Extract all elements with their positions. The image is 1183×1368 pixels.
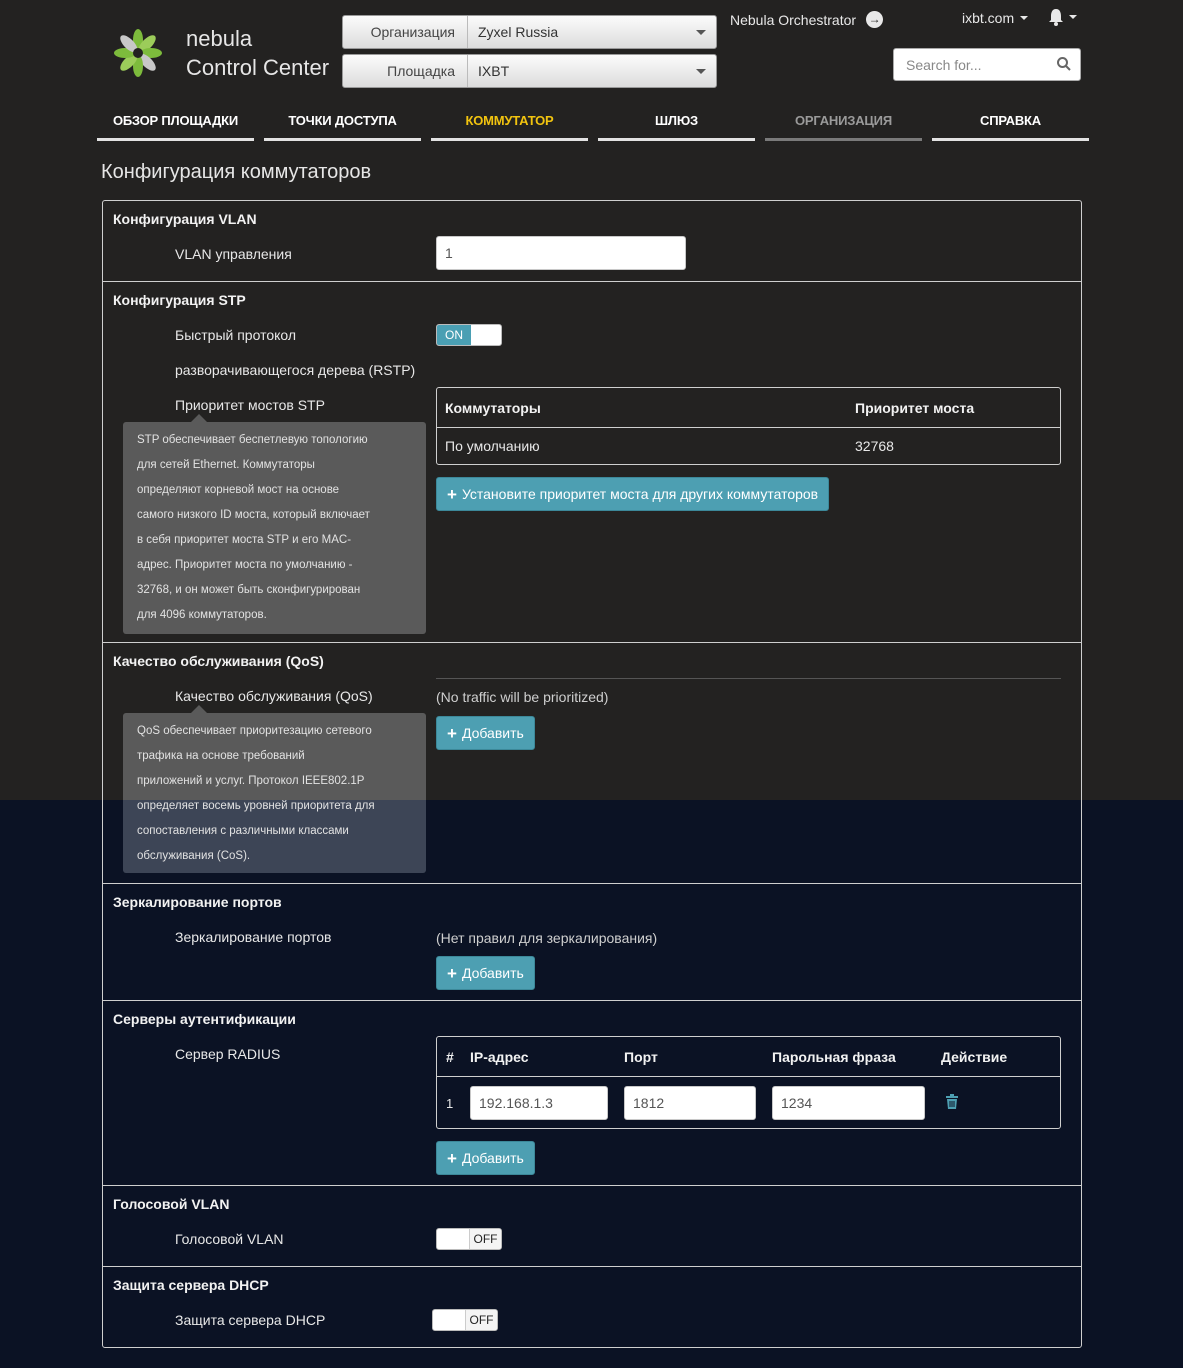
dhcp-section-title: Защита сервера DHCP — [113, 1277, 269, 1293]
qos-add-button[interactable] — [436, 716, 535, 750]
section-divider — [103, 1000, 1081, 1001]
stp-section-title: Конфигурация STP — [113, 292, 246, 308]
qos-add-label: Добавить — [461, 725, 524, 741]
tooltip-line: трафика на основе требований — [137, 750, 305, 762]
search-input[interactable] — [894, 49, 1044, 80]
logo-line-2: Control Center — [186, 55, 330, 80]
plus-icon: + — [447, 963, 457, 983]
chevron-down-icon — [1069, 15, 1077, 19]
radius-port-input[interactable]: 1812 — [624, 1086, 756, 1120]
logo-text — [186, 24, 329, 82]
tooltip-line: для сетей Ethernet. Коммутаторы — [137, 459, 315, 471]
chevron-down-icon — [696, 69, 706, 74]
voice-vlan-toggle[interactable] — [436, 1228, 502, 1250]
section-divider — [103, 883, 1081, 884]
rstp-label-line-1: Быстрый протокол — [175, 327, 297, 343]
qos-label: Качество обслуживания (QoS) — [175, 688, 373, 704]
site-label: Площадка — [343, 55, 468, 87]
mirror-section-title: Зеркалирование портов — [113, 894, 282, 910]
col-port: Порт — [624, 1049, 658, 1065]
col-bridge-priority: Приоритет моста — [855, 400, 975, 416]
rstp-toggle[interactable] — [436, 324, 502, 346]
col-num: # — [446, 1049, 454, 1065]
dhcp-guard-toggle[interactable] — [432, 1309, 498, 1331]
vlan-section-title: Конфигурация VLAN — [113, 211, 257, 227]
plus-icon: + — [447, 484, 457, 504]
radius-add-label: Добавить — [461, 1150, 524, 1166]
radius-label: Сервер RADIUS — [175, 1046, 281, 1062]
table-row-switch: По умолчанию — [445, 438, 540, 454]
tab-gateway[interactable]: ШЛЮЗ — [598, 110, 755, 141]
tooltip-line: сопоставления с различными классами — [137, 825, 349, 837]
voice-toggle-state: OFF — [469, 1229, 501, 1249]
voice-label: Голосовой VLAN — [175, 1231, 284, 1247]
qos-tooltip — [123, 713, 426, 873]
nebula-logo-icon — [112, 27, 164, 79]
tab-help[interactable]: СПРАВКА — [932, 110, 1089, 141]
section-divider — [103, 1266, 1081, 1267]
stp-tooltip — [123, 422, 426, 634]
mirror-label: Зеркалирование портов — [175, 929, 332, 945]
section-divider — [103, 281, 1081, 282]
radius-add-button[interactable] — [436, 1141, 535, 1175]
set-bridge-priority-label: Установите приоритет моста для других коммутаторов — [461, 486, 819, 502]
site-value: IXBT — [478, 63, 510, 79]
radius-secret-input[interactable]: 1234 — [772, 1086, 925, 1120]
col-action: Действие — [941, 1049, 1008, 1065]
mgmt-vlan-label: VLAN управления — [175, 246, 292, 262]
tooltip-arrow — [191, 414, 207, 422]
rstp-label-line-2: разворачивающегося дерева (RSTP) — [175, 362, 416, 378]
search-box — [893, 48, 1081, 81]
bell-icon — [1046, 7, 1066, 27]
orchestrator-label: Nebula Orchestrator — [730, 11, 857, 28]
chevron-down-icon — [696, 30, 706, 35]
dhcp-toggle-state: OFF — [465, 1310, 497, 1330]
page-title: Конфигурация коммутаторов — [101, 161, 372, 183]
tab-organization[interactable]: ОРГАНИЗАЦИЯ — [765, 110, 922, 141]
table-header-divider — [437, 427, 1060, 428]
radius-row-num: 1 — [446, 1096, 454, 1111]
mirror-empty-text: (Нет правил для зеркалирования) — [436, 930, 658, 946]
search-icon[interactable] — [1056, 56, 1072, 72]
user-menu[interactable] — [962, 10, 1028, 26]
organization-select[interactable] — [342, 15, 717, 49]
tooltip-line: определяют корневой мост на основе — [137, 484, 340, 496]
organization-label: Организация — [343, 16, 468, 48]
section-divider — [103, 642, 1081, 643]
qos-empty-text: (No traffic will be prioritized) — [436, 689, 609, 705]
tooltip-line: STP обеспечивает беспетлевую топологию — [137, 434, 368, 446]
arrow-right-circle-icon: → — [866, 11, 883, 28]
section-divider — [103, 1185, 1081, 1186]
tab-switch[interactable]: КОММУТАТОР — [431, 110, 588, 141]
plus-icon: + — [447, 1148, 457, 1168]
tooltip-line: QoS обеспечивает приоритезацию сетевого — [137, 725, 372, 737]
site-select[interactable] — [342, 54, 717, 88]
set-bridge-priority-button[interactable] — [436, 477, 829, 511]
organization-value: Zyxel Russia — [478, 24, 559, 40]
table-header-divider — [437, 1076, 1060, 1077]
tooltip-arrow — [191, 705, 207, 713]
trash-icon[interactable] — [945, 1094, 959, 1110]
qos-divider — [436, 678, 1061, 679]
mirror-add-label: Добавить — [461, 965, 524, 981]
main-nav — [97, 110, 1089, 141]
rstp-toggle-state: ON — [437, 325, 471, 345]
tab-access-points[interactable]: ТОЧКИ ДОСТУПА — [264, 110, 421, 141]
tooltip-line: приложений и услуг. Протокол IEEE802.1P — [137, 775, 365, 787]
col-switches: Коммутаторы — [445, 400, 541, 416]
tooltip-line: обслуживания (CoS). — [137, 850, 251, 862]
voice-section-title: Голосовой VLAN — [113, 1196, 230, 1212]
tooltip-line: в себя приоритет моста STP и его MAC- — [137, 534, 352, 546]
mirror-add-button[interactable] — [436, 956, 535, 990]
tooltip-line: самого низкого ID моста, который включает — [137, 509, 370, 521]
tooltip-line: адрес. Приоритет моста по умолчанию - — [137, 559, 353, 571]
qos-section-title: Качество обслуживания (QoS) — [113, 653, 324, 669]
tooltip-line: для 4096 коммутаторов. — [137, 609, 267, 621]
auth-section-title: Серверы аутентификации — [113, 1011, 296, 1027]
orchestrator-link[interactable] — [730, 11, 883, 28]
chevron-down-icon — [1020, 16, 1028, 20]
logo-line-1: nebula — [186, 26, 253, 51]
mgmt-vlan-input[interactable]: 1 — [436, 236, 686, 270]
user-name: ixbt.com — [962, 10, 1015, 26]
tooltip-line: 32768, и он может быть сконфигурирован — [137, 584, 361, 596]
notifications-menu[interactable] — [1046, 7, 1077, 27]
tab-site-overview[interactable]: ОБЗОР ПЛОЩАДКИ — [97, 110, 254, 141]
col-ip: IP-адрес — [470, 1049, 529, 1065]
table-row-priority: 32768 — [855, 438, 894, 454]
col-secret: Парольная фраза — [772, 1049, 896, 1065]
plus-icon: + — [447, 723, 457, 743]
radius-ip-input[interactable]: 192.168.1.3 — [470, 1086, 608, 1120]
stp-priority-label: Приоритет мостов STP — [175, 397, 325, 413]
tooltip-line: определяет восемь уровней приоритета для — [137, 800, 375, 812]
dhcp-label: Защита сервера DHCP — [175, 1312, 326, 1328]
